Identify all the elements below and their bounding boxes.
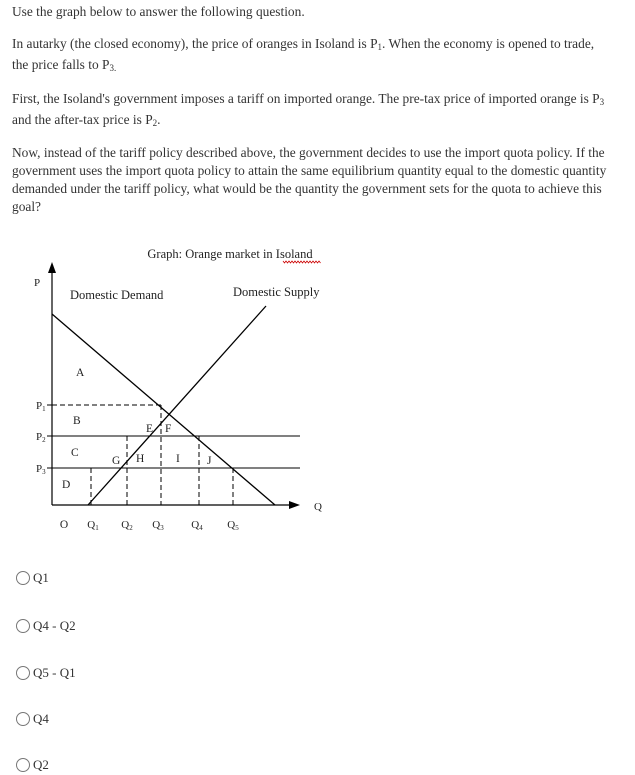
orange-market-graph bbox=[0, 236, 635, 536]
quantity-label-q4: Q4 bbox=[191, 519, 203, 532]
p-axis-arrow bbox=[48, 262, 56, 273]
quantity-label-q2: Q2 bbox=[121, 519, 133, 532]
origin-label: O bbox=[59, 519, 69, 531]
region-g: G bbox=[112, 455, 121, 467]
radio-button[interactable] bbox=[16, 666, 30, 680]
q-axis-arrow bbox=[289, 501, 300, 509]
option-q1[interactable] bbox=[16, 568, 49, 588]
option-label: Q2 bbox=[33, 757, 49, 772]
option-label: Q1 bbox=[33, 570, 49, 585]
option-q5-minus-q1[interactable] bbox=[16, 663, 76, 683]
option-q4-minus-q2[interactable] bbox=[16, 616, 76, 636]
axis-p-label: P bbox=[34, 277, 41, 289]
spellcheck-underline bbox=[283, 261, 321, 263]
quantity-label-q3: Q3 bbox=[152, 519, 164, 532]
option-label: Q4 bbox=[33, 711, 49, 726]
radio-button[interactable] bbox=[16, 571, 30, 585]
price-ticks bbox=[47, 405, 52, 468]
radio-button[interactable] bbox=[16, 758, 30, 772]
supply-label: Domestic Supply bbox=[233, 285, 320, 299]
axes bbox=[52, 270, 292, 505]
option-q2[interactable] bbox=[16, 755, 49, 775]
region-a: A bbox=[76, 367, 85, 379]
region-c: C bbox=[71, 447, 79, 459]
radio-button[interactable] bbox=[16, 712, 30, 726]
demand-curve bbox=[52, 314, 275, 505]
region-f: F bbox=[165, 423, 172, 435]
demand-label: Domestic Demand bbox=[70, 288, 164, 302]
axis-q-label: Q bbox=[314, 501, 322, 513]
region-e: E bbox=[146, 423, 154, 435]
quantity-label-q5: Q5 bbox=[227, 519, 239, 532]
radio-button[interactable] bbox=[16, 619, 30, 633]
quantity-label-q1: Q1 bbox=[87, 519, 99, 532]
quota-question-text: Now, instead of the tariff policy described above, the government decides to use the import quota policy. If the government uses the import quota policy to attain the same equilibrium quantity equal to the domestic quantity demanded under the tariff policy, what would be the quantity the government sets for the quota to achieve this goal? bbox=[12, 145, 607, 214]
region-d: D bbox=[62, 479, 71, 491]
price-label-p2: P2 bbox=[36, 431, 46, 444]
intro-text: Use the graph below to answer the following question. bbox=[12, 4, 305, 19]
tariff-text: First, the Isoland's government imposes a tariff on imported orange. The pre-tax price of imported orange is $P_3$ and the after-tax price is $P_2$. bbox=[12, 91, 605, 128]
option-label: Q4 - Q2 bbox=[33, 618, 76, 633]
region-b: B bbox=[73, 415, 81, 427]
region-j: J bbox=[207, 455, 212, 467]
price-label-p1: P1 bbox=[36, 400, 46, 413]
option-label: Q5 - Q1 bbox=[33, 665, 76, 680]
autarky-text: In autarky (the closed economy), the price of oranges in Isoland is $P_1$. When the economy is opened to trade, the price falls to $P_{3.}$ bbox=[12, 36, 595, 73]
graph-title: Graph: Orange market in Isoland bbox=[147, 247, 313, 261]
option-q4[interactable] bbox=[16, 709, 49, 729]
region-i: I bbox=[176, 453, 180, 465]
price-label-p3: P3 bbox=[36, 463, 46, 476]
region-h: H bbox=[136, 453, 145, 465]
